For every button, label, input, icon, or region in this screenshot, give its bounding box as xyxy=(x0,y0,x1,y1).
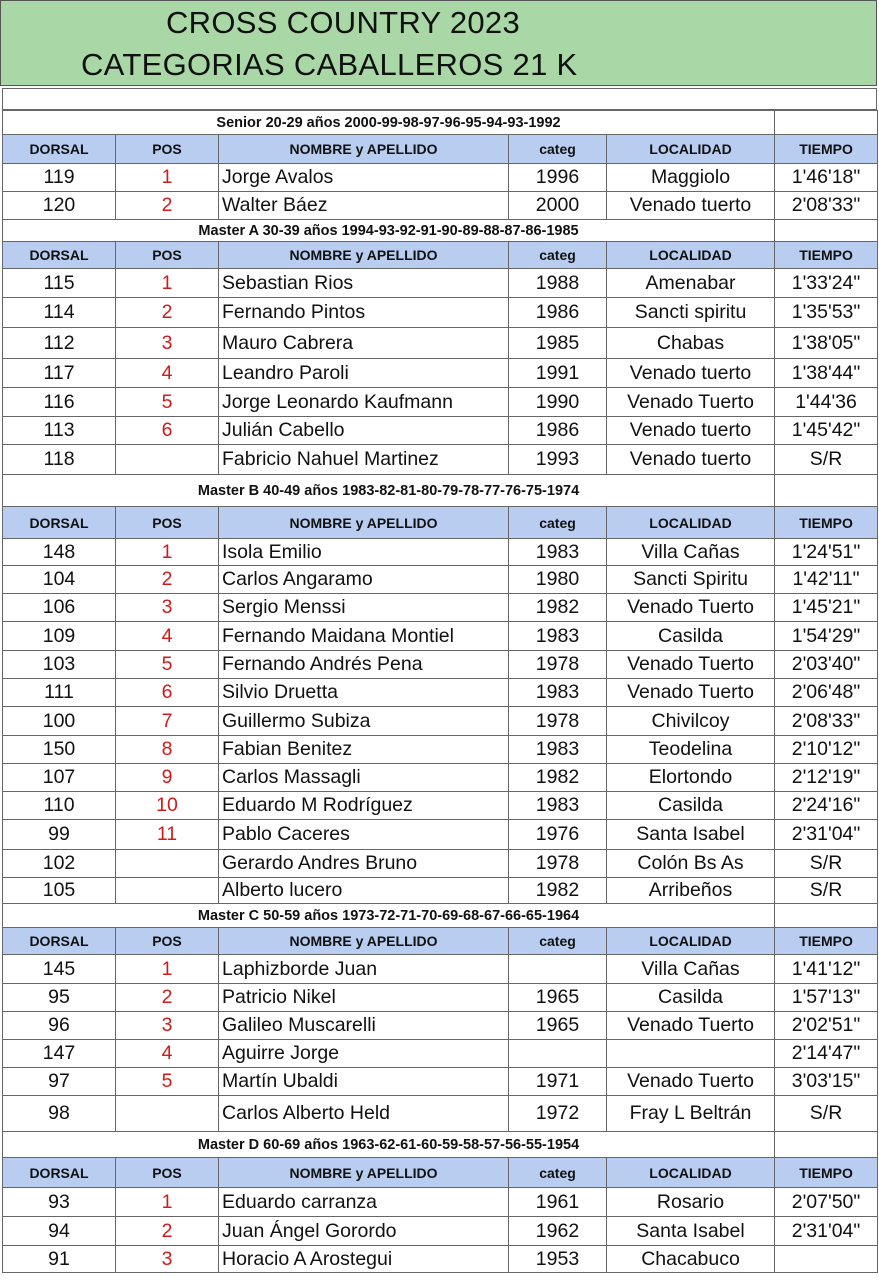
table-row xyxy=(3,1012,878,1040)
cell-birth-year: 1978 xyxy=(509,707,607,736)
cell-time: 1'38'05" xyxy=(775,328,878,359)
category-title-row xyxy=(3,111,878,135)
cell-name: Patricio Nikel xyxy=(219,984,509,1012)
cell-position: 3 xyxy=(116,328,219,359)
column-header-locality: LOCALIDAD xyxy=(607,135,775,164)
cell-dorsal: 105 xyxy=(3,878,116,904)
cell-locality: Rosario xyxy=(607,1188,775,1217)
cell-position: 4 xyxy=(116,622,219,651)
cell-name: Walter Báez xyxy=(219,192,509,220)
cell-birth-year: 1971 xyxy=(509,1068,607,1096)
column-header-row xyxy=(3,928,878,955)
cell-locality: Venado tuerto xyxy=(607,359,775,388)
cell-name: Jorge Avalos xyxy=(219,164,509,192)
column-header-time: TIEMPO xyxy=(775,507,878,539)
cell-time: 2'31'04" xyxy=(775,820,878,850)
cell-time: 1'46'18" xyxy=(775,164,878,192)
table-row xyxy=(3,445,878,475)
cell-time: S/R xyxy=(775,878,878,904)
cell-time: 2'06'48" xyxy=(775,679,878,707)
table-row xyxy=(3,792,878,820)
blank-spacer-row xyxy=(2,88,877,110)
cell-name: Leandro Paroli xyxy=(219,359,509,388)
cell-locality: Fray L Beltrán xyxy=(607,1096,775,1132)
cell-locality: Venado Tuerto xyxy=(607,679,775,707)
cell-birth-year: 1986 xyxy=(509,298,607,328)
cell-dorsal: 96 xyxy=(3,1012,116,1040)
table-row xyxy=(3,1246,878,1273)
cell-name: Jorge Leonardo Kaufmann xyxy=(219,388,509,417)
cell-dorsal: 114 xyxy=(3,298,116,328)
cell-time: 1'42'11" xyxy=(775,566,878,594)
cell-birth-year: 1962 xyxy=(509,1217,607,1246)
column-header-birth-year: categ xyxy=(509,1158,607,1188)
cell-birth-year: 1985 xyxy=(509,328,607,359)
table-row xyxy=(3,820,878,850)
cell-locality: Venado Tuerto xyxy=(607,594,775,622)
cell-position: 3 xyxy=(116,1012,219,1040)
cell-birth-year: 1982 xyxy=(509,594,607,622)
cell-dorsal: 103 xyxy=(3,651,116,679)
cell-position: 2 xyxy=(116,984,219,1012)
cell-locality: Venado Tuerto xyxy=(607,1068,775,1096)
cell-time: 2'02'51" xyxy=(775,1012,878,1040)
category-label: Senior 20-29 años 2000-99-98-97-96-95-94-93-1992 xyxy=(3,111,775,135)
category-label: Master A 30-39 años 1994-93-92-91-90-89-88-87-86-1985 xyxy=(3,220,775,242)
cell-birth-year: 1988 xyxy=(509,269,607,298)
cell-dorsal: 94 xyxy=(3,1217,116,1246)
table-row xyxy=(3,566,878,594)
cell-dorsal: 111 xyxy=(3,679,116,707)
cell-locality: Chabas xyxy=(607,328,775,359)
cell-position xyxy=(116,878,219,904)
cell-locality: Teodelina xyxy=(607,736,775,764)
table-row xyxy=(3,298,878,328)
column-header-position: POS xyxy=(116,507,219,539)
cell-name: Galileo Muscarelli xyxy=(219,1012,509,1040)
category-title: CATEGORIAS CABALLEROS 21 K xyxy=(81,47,578,82)
cell-time: 1'35'53" xyxy=(775,298,878,328)
cell-time: 1'33'24" xyxy=(775,269,878,298)
cell-time: 3'03'15" xyxy=(775,1068,878,1096)
cell-locality: Sancti spiritu xyxy=(607,298,775,328)
cell-time: 2'07'50" xyxy=(775,1188,878,1217)
cell-position: 1 xyxy=(116,955,219,984)
cell-name: Fernando Maidana Montiel xyxy=(219,622,509,651)
column-header-birth-year: categ xyxy=(509,507,607,539)
table-row xyxy=(3,878,878,904)
cell-birth-year: 2000 xyxy=(509,192,607,220)
table-row xyxy=(3,707,878,736)
cell-dorsal: 150 xyxy=(3,736,116,764)
cell-time: 2'14'47" xyxy=(775,1040,878,1068)
column-header-birth-year: categ xyxy=(509,135,607,164)
table-row xyxy=(3,328,878,359)
cell-position: 11 xyxy=(116,820,219,850)
table-row xyxy=(3,539,878,566)
cell-name: Guillermo Subiza xyxy=(219,707,509,736)
cell-name: Sergio Menssi xyxy=(219,594,509,622)
cell-position: 3 xyxy=(116,1246,219,1273)
cell-name: Sebastian Rios xyxy=(219,269,509,298)
cell-birth-year: 1961 xyxy=(509,1188,607,1217)
cell-birth-year: 1983 xyxy=(509,539,607,566)
cell-birth-year: 1978 xyxy=(509,651,607,679)
table-row xyxy=(3,1096,878,1132)
table-row xyxy=(3,192,878,220)
cell-name: Mauro Cabrera xyxy=(219,328,509,359)
table-row xyxy=(3,164,878,192)
table-row xyxy=(3,1068,878,1096)
cell-position: 10 xyxy=(116,792,219,820)
column-header-dorsal: DORSAL xyxy=(3,135,116,164)
cell-dorsal: 112 xyxy=(3,328,116,359)
column-header-name: NOMBRE y APELLIDO xyxy=(219,135,509,164)
cell-birth-year: 1990 xyxy=(509,388,607,417)
table-row xyxy=(3,679,878,707)
cell-birth-year: 1993 xyxy=(509,445,607,475)
cell-time: 1'38'44" xyxy=(775,359,878,388)
column-header-time: TIEMPO xyxy=(775,135,878,164)
cell-time: 2'08'33" xyxy=(775,192,878,220)
cell-birth-year: 1976 xyxy=(509,820,607,850)
cell-birth-year: 1996 xyxy=(509,164,607,192)
table-row xyxy=(3,850,878,878)
cell-name: Martín Ubaldi xyxy=(219,1068,509,1096)
cell-dorsal: 145 xyxy=(3,955,116,984)
cell-locality: Villa Cañas xyxy=(607,539,775,566)
cell-name: Isola Emilio xyxy=(219,539,509,566)
cell-dorsal: 119 xyxy=(3,164,116,192)
cell-name: Fabricio Nahuel Martinez xyxy=(219,445,509,475)
cell-locality: Venado Tuerto xyxy=(607,1012,775,1040)
cell-name: Pablo Caceres xyxy=(219,820,509,850)
cell-dorsal: 117 xyxy=(3,359,116,388)
table-row xyxy=(3,622,878,651)
cell-locality: Villa Cañas xyxy=(607,955,775,984)
cell-position: 5 xyxy=(116,388,219,417)
cell-locality: Casilda xyxy=(607,984,775,1012)
cell-name: Fernando Pintos xyxy=(219,298,509,328)
category-label: Master B 40-49 años 1983-82-81-80-79-78-77-76-75-1974 xyxy=(3,475,775,507)
cell-dorsal: 98 xyxy=(3,1096,116,1132)
cell-name: Carlos Angaramo xyxy=(219,566,509,594)
cell-dorsal: 99 xyxy=(3,820,116,850)
cell-position: 2 xyxy=(116,1217,219,1246)
cell-time: 1'24'51" xyxy=(775,539,878,566)
cell-time: 2'10'12" xyxy=(775,736,878,764)
cell-name: Fabian Benitez xyxy=(219,736,509,764)
column-header-row xyxy=(3,135,878,164)
cell-locality: Venado Tuerto xyxy=(607,651,775,679)
category-blank-cell xyxy=(775,1132,878,1158)
cell-position: 4 xyxy=(116,359,219,388)
cell-birth-year xyxy=(509,955,607,984)
column-header-dorsal: DORSAL xyxy=(3,928,116,955)
category-title-row xyxy=(3,220,878,242)
cell-time: 2'24'16" xyxy=(775,792,878,820)
column-header-dorsal: DORSAL xyxy=(3,242,116,269)
cell-locality: Maggiolo xyxy=(607,164,775,192)
cell-locality: Venado tuerto xyxy=(607,192,775,220)
cell-position: 2 xyxy=(116,192,219,220)
cell-locality: Arribeños xyxy=(607,878,775,904)
cell-birth-year: 1983 xyxy=(509,736,607,764)
category-title-row xyxy=(3,475,878,507)
cell-birth-year: 1965 xyxy=(509,984,607,1012)
cell-dorsal: 107 xyxy=(3,764,116,792)
table-row xyxy=(3,594,878,622)
category-label: Master C 50-59 años 1973-72-71-70-69-68-67-66-65-1964 xyxy=(3,904,775,928)
category-label: Master D 60-69 años 1963-62-61-60-59-58-57-56-55-1954 xyxy=(3,1132,775,1158)
cell-time: S/R xyxy=(775,850,878,878)
cell-position: 3 xyxy=(116,594,219,622)
column-header-position: POS xyxy=(116,135,219,164)
column-header-time: TIEMPO xyxy=(775,242,878,269)
column-header-birth-year: categ xyxy=(509,928,607,955)
cell-dorsal: 106 xyxy=(3,594,116,622)
cell-dorsal: 115 xyxy=(3,269,116,298)
column-header-birth-year: categ xyxy=(509,242,607,269)
cell-birth-year: 1982 xyxy=(509,764,607,792)
column-header-name: NOMBRE y APELLIDO xyxy=(219,507,509,539)
cell-birth-year: 1991 xyxy=(509,359,607,388)
cell-dorsal: 116 xyxy=(3,388,116,417)
column-header-position: POS xyxy=(116,242,219,269)
column-header-dorsal: DORSAL xyxy=(3,1158,116,1188)
cell-position: 6 xyxy=(116,417,219,445)
table-row xyxy=(3,764,878,792)
category-blank-cell xyxy=(775,220,878,242)
column-header-locality: LOCALIDAD xyxy=(607,507,775,539)
cell-birth-year: 1980 xyxy=(509,566,607,594)
column-header-time: TIEMPO xyxy=(775,1158,878,1188)
cell-position: 1 xyxy=(116,539,219,566)
cell-name: Horacio A Arostegui xyxy=(219,1246,509,1273)
title-banner xyxy=(0,0,877,86)
cell-time: S/R xyxy=(775,445,878,475)
cell-birth-year: 1983 xyxy=(509,679,607,707)
cell-locality: Casilda xyxy=(607,792,775,820)
table-row xyxy=(3,1217,878,1246)
cell-name: Julián Cabello xyxy=(219,417,509,445)
cell-name: Laphizborde Juan xyxy=(219,955,509,984)
cell-time: 1'41'12" xyxy=(775,955,878,984)
cell-locality: Colón Bs As xyxy=(607,850,775,878)
table-row xyxy=(3,955,878,984)
cell-birth-year: 1982 xyxy=(509,878,607,904)
cell-position: 5 xyxy=(116,1068,219,1096)
table-row xyxy=(3,984,878,1012)
cell-position xyxy=(116,1096,219,1132)
cell-dorsal: 104 xyxy=(3,566,116,594)
column-header-row xyxy=(3,1158,878,1188)
cell-name: Eduardo M Rodríguez xyxy=(219,792,509,820)
cell-locality: Chacabuco xyxy=(607,1246,775,1273)
column-header-locality: LOCALIDAD xyxy=(607,242,775,269)
cell-dorsal: 102 xyxy=(3,850,116,878)
cell-dorsal: 148 xyxy=(3,539,116,566)
cell-time: 1'57'13" xyxy=(775,984,878,1012)
cell-name: Alberto lucero xyxy=(219,878,509,904)
cell-time: 2'31'04" xyxy=(775,1217,878,1246)
cell-birth-year: 1978 xyxy=(509,850,607,878)
column-header-name: NOMBRE y APELLIDO xyxy=(219,1158,509,1188)
column-header-time: TIEMPO xyxy=(775,928,878,955)
cell-time: 1'45'21" xyxy=(775,594,878,622)
category-blank-cell xyxy=(775,111,878,135)
cell-locality: Santa Isabel xyxy=(607,1217,775,1246)
column-header-name: NOMBRE y APELLIDO xyxy=(219,242,509,269)
cell-time: 2'12'19" xyxy=(775,764,878,792)
cell-name: Gerardo Andres Bruno xyxy=(219,850,509,878)
cell-dorsal: 118 xyxy=(3,445,116,475)
cell-locality: Chivilcoy xyxy=(607,707,775,736)
cell-position: 2 xyxy=(116,566,219,594)
cell-position: 5 xyxy=(116,651,219,679)
table-row xyxy=(3,1188,878,1217)
cell-position xyxy=(116,850,219,878)
cell-dorsal: 100 xyxy=(3,707,116,736)
category-title-row xyxy=(3,1132,878,1158)
cell-dorsal: 91 xyxy=(3,1246,116,1273)
table-row xyxy=(3,417,878,445)
cell-name: Aguirre Jorge xyxy=(219,1040,509,1068)
cell-birth-year: 1953 xyxy=(509,1246,607,1273)
cell-position: 6 xyxy=(116,679,219,707)
cell-locality xyxy=(607,1040,775,1068)
cell-time: 2'03'40" xyxy=(775,651,878,679)
cell-birth-year: 1972 xyxy=(509,1096,607,1132)
cell-birth-year xyxy=(509,1040,607,1068)
event-title: CROSS COUNTRY 2023 xyxy=(166,5,520,40)
table-row xyxy=(3,269,878,298)
cell-locality: Sancti Spiritu xyxy=(607,566,775,594)
cell-birth-year: 1986 xyxy=(509,417,607,445)
category-blank-cell xyxy=(775,904,878,928)
cell-dorsal: 110 xyxy=(3,792,116,820)
cell-time: 1'54'29" xyxy=(775,622,878,651)
column-header-name: NOMBRE y APELLIDO xyxy=(219,928,509,955)
table-row xyxy=(3,388,878,417)
cell-time: 1'45'42" xyxy=(775,417,878,445)
cell-name: Carlos Alberto Held xyxy=(219,1096,509,1132)
cell-name: Carlos Massagli xyxy=(219,764,509,792)
cell-birth-year: 1983 xyxy=(509,622,607,651)
cell-dorsal: 93 xyxy=(3,1188,116,1217)
cell-dorsal: 95 xyxy=(3,984,116,1012)
table-row xyxy=(3,736,878,764)
cell-name: Silvio Druetta xyxy=(219,679,509,707)
column-header-row xyxy=(3,507,878,539)
cell-name: Eduardo carranza xyxy=(219,1188,509,1217)
cell-birth-year: 1983 xyxy=(509,792,607,820)
cell-locality: Venado Tuerto xyxy=(607,388,775,417)
cell-locality: Casilda xyxy=(607,622,775,651)
cell-position: 8 xyxy=(116,736,219,764)
cell-birth-year: 1965 xyxy=(509,1012,607,1040)
cell-dorsal: 113 xyxy=(3,417,116,445)
cell-position: 9 xyxy=(116,764,219,792)
cell-time xyxy=(775,1246,878,1273)
cell-dorsal: 120 xyxy=(3,192,116,220)
cell-name: Juan Ángel Gorordo xyxy=(219,1217,509,1246)
category-title-row xyxy=(3,904,878,928)
cell-name: Fernando Andrés Pena xyxy=(219,651,509,679)
cell-time: 1'44'36 xyxy=(775,388,878,417)
cell-dorsal: 97 xyxy=(3,1068,116,1096)
cell-dorsal: 109 xyxy=(3,622,116,651)
cell-position: 2 xyxy=(116,298,219,328)
cell-dorsal: 147 xyxy=(3,1040,116,1068)
column-header-locality: LOCALIDAD xyxy=(607,1158,775,1188)
cell-position: 4 xyxy=(116,1040,219,1068)
table-row xyxy=(3,651,878,679)
category-blank-cell xyxy=(775,475,878,507)
column-header-row xyxy=(3,242,878,269)
cell-locality: Elortondo xyxy=(607,764,775,792)
cell-locality: Venado tuerto xyxy=(607,417,775,445)
cell-position: 7 xyxy=(116,707,219,736)
cell-position: 1 xyxy=(116,269,219,298)
results-table xyxy=(2,110,878,1273)
cell-position: 1 xyxy=(116,1188,219,1217)
cell-position xyxy=(116,445,219,475)
column-header-position: POS xyxy=(116,928,219,955)
table-row xyxy=(3,359,878,388)
cell-time: S/R xyxy=(775,1096,878,1132)
table-row xyxy=(3,1040,878,1068)
cell-position: 1 xyxy=(116,164,219,192)
column-header-dorsal: DORSAL xyxy=(3,507,116,539)
column-header-locality: LOCALIDAD xyxy=(607,928,775,955)
cell-locality: Venado tuerto xyxy=(607,445,775,475)
cell-time: 2'08'33" xyxy=(775,707,878,736)
cell-locality: Santa Isabel xyxy=(607,820,775,850)
column-header-position: POS xyxy=(116,1158,219,1188)
cell-locality: Amenabar xyxy=(607,269,775,298)
